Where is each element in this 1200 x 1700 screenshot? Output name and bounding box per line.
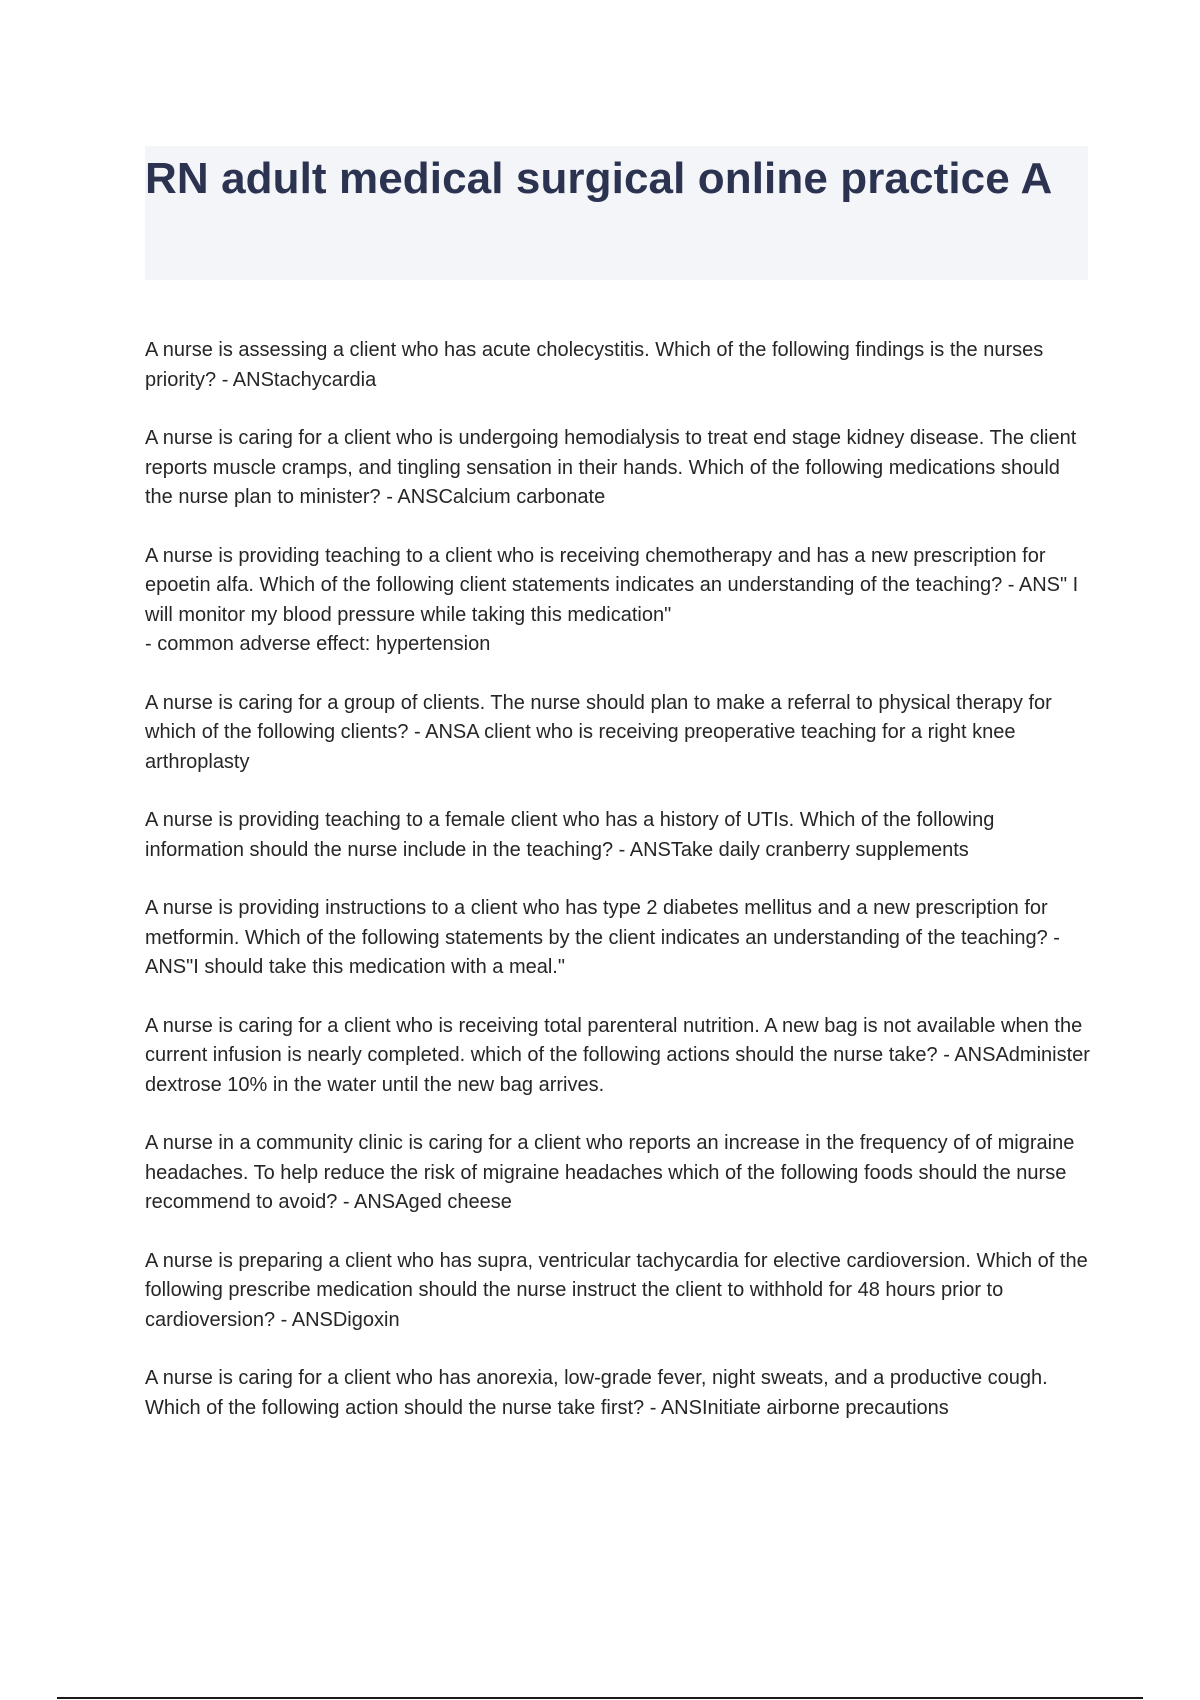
title-block <box>145 146 1088 280</box>
question-item: A nurse is caring for a group of clients. The nurse should plan to make a referral to physical therapy for which of the following clients? - ANSA client who is receiving preoperative teaching for a right knee arthroplasty <box>145 691 1058 773</box>
question-item: A nurse is assessing a client who has acute cholecystitis. Which of the following findings is the nurses priority? - ANStachycardia <box>145 339 1049 391</box>
footer-divider <box>57 1697 1143 1699</box>
question-list <box>145 336 1096 1452</box>
document-title: RN adult medical surgical online practice A <box>145 154 1053 203</box>
question-item: A nurse is providing teaching to a client who is receiving chemotherapy and has a new prescription for epoetin alfa. Which of the following client statements indicates an understanding of the teaching? - ANS" I will monitor my blood pressure while taking this medication" - common adverse effect: hypertension <box>145 544 1079 655</box>
question-item: A nurse is preparing a client who has supra, ventricular tachycardia for elective cardioversion. Which of the following prescribe medication should the nurse instruct the client to withhold for 48 hours prior to cardioversion? - ANSDigoxin <box>145 1249 1094 1331</box>
question-item: A nurse in a community clinic is caring for a client who reports an increase in the frequency of of migraine headaches. To help reduce the risk of migraine headaches which of the following foods should the nurse recommend to avoid? - ANSAged cheese <box>145 1132 1080 1213</box>
question-item: A nurse is providing instructions to a client who has type 2 diabetes mellitus and a new prescription for metformin. Which of the following statements by the client indicates an understanding of the teaching? - ANS"I should take this medication with a meal." <box>145 897 1065 978</box>
question-item: A nurse is caring for a client who is undergoing hemodialysis to treat end stage kidney disease. The client reports muscle cramps, and tingling sensation in their hands. Which of the following medications should the nurse plan to minister? - ANSCalcium carbonate <box>145 427 1082 508</box>
question-item: A nurse is providing teaching to a female client who has a history of UTIs. Which of the following information should the nurse include in the teaching? - ANSTake daily cranberry supplements <box>145 809 1000 861</box>
question-item: A nurse is caring for a client who is receiving total parenteral nutrition. A new bag is not available when the current infusion is nearly completed. which of the following actions should the nurse take? - ANSAdminister dextrose 10% in the water until the new bag arrives. <box>145 1014 1096 1096</box>
question-item: A nurse is caring for a client who has anorexia, low-grade fever, night sweats, and a productive cough. Which of the following action should the nurse take first? - ANSInitiate airborne precautions <box>145 1367 1054 1419</box>
